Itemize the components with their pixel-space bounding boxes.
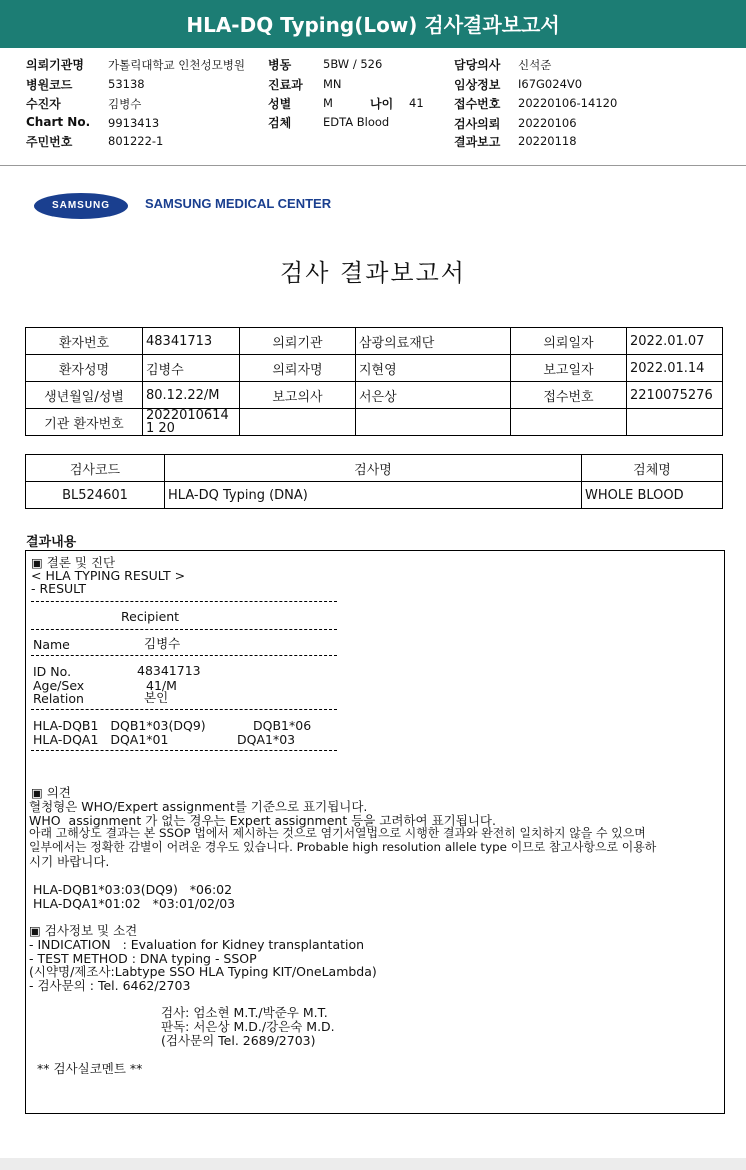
result-line: ** 검사실코멘트 **	[37, 1061, 143, 1076]
result-line: (검사문의 Tel. 2689/2703)	[161, 1033, 316, 1048]
info-label: Chart No.	[26, 115, 91, 129]
result-line: HLA-DQA1 DQA1*01	[33, 732, 169, 747]
result-line: Name	[33, 637, 70, 652]
table-cell: 삼광의료재단	[356, 328, 511, 355]
table-row	[26, 482, 723, 509]
table-cell: 환자성명	[26, 355, 143, 382]
result-line: 시기 바랍니다.	[29, 854, 110, 869]
dashed-divider	[31, 629, 337, 630]
table-row	[26, 355, 723, 382]
table-cell: 2022.01.07	[627, 328, 723, 355]
table-cell: 기관 환자번호	[26, 409, 143, 436]
result-line: DQA1*03	[237, 732, 296, 747]
result-line: HLA-DQB1*03:03(DQ9) *06:02	[33, 882, 233, 897]
info-value: 5BW / 526	[323, 57, 383, 71]
table-cell: 김병수	[143, 355, 240, 382]
result-line: - TEST METHOD : DNA typing - SSOP	[29, 951, 257, 966]
table-cell: 보고일자	[511, 355, 627, 382]
result-line: ID No.	[33, 664, 72, 679]
table-cell	[356, 409, 511, 436]
result-content-box	[25, 550, 725, 1114]
result-line: - INDICATION : Evaluation for Kidney transplantation	[29, 937, 365, 952]
info-value: MN	[323, 77, 342, 91]
result-line: 본인	[144, 690, 169, 705]
table-cell: HLA-DQ Typing (DNA)	[165, 482, 582, 509]
report-document	[0, 167, 746, 1157]
info-label: 병원코드	[26, 78, 73, 92]
result-line: 판독: 서은상 M.D./강은숙 M.D.	[161, 1019, 335, 1034]
table-cell: 2022.01.14	[627, 355, 723, 382]
info-value: 신석준	[518, 58, 552, 72]
result-line: Age/Sex	[33, 678, 85, 693]
document-title: 검사 결과보고서	[280, 259, 466, 287]
info-label: 주민번호	[26, 135, 73, 149]
table-row	[26, 382, 723, 409]
result-line: ▣ 의견	[31, 785, 71, 800]
info-value: 가톨릭대학교 인천성모병원	[108, 58, 245, 72]
result-line: HLA-DQA1*01:02 *03:01/02/03	[33, 896, 236, 911]
table-cell: 80.12.22/M	[143, 382, 240, 409]
request-info-panel	[0, 48, 746, 166]
table-cell	[240, 409, 356, 436]
result-line: 혈청형은 WHO/Expert assignment를 기준으로 표기됩니다.	[29, 799, 368, 814]
table-cell: 생년월일/성별	[26, 382, 143, 409]
table-cell: 2210075276	[627, 382, 723, 409]
table-header-row	[26, 455, 723, 482]
info-label: 임상정보	[454, 78, 501, 92]
info-value: 801222-1	[108, 134, 164, 148]
bottom-bar	[0, 1158, 746, 1170]
result-line: HLA-DQB1 DQB1*03(DQ9)	[33, 718, 206, 733]
dashed-divider	[31, 709, 337, 710]
info-label: 검체	[268, 116, 292, 130]
table-cell: WHOLE BLOOD	[582, 482, 723, 509]
dashed-divider	[31, 655, 337, 656]
result-line: < HLA TYPING RESULT >	[31, 568, 186, 583]
result-line: - 검사문의 : Tel. 6462/2703	[29, 978, 191, 993]
result-line: - RESULT	[31, 581, 87, 596]
result-line: 41/M	[146, 678, 177, 693]
info-value: 41	[409, 96, 424, 110]
info-label: 담당의사	[454, 58, 501, 72]
table-cell: 의뢰자명	[240, 355, 356, 382]
info-value: 김병수	[108, 97, 142, 111]
table-cell	[627, 409, 723, 436]
info-label: 의뢰기관명	[26, 58, 84, 72]
table-cell: 서은상	[356, 382, 511, 409]
info-value: EDTA Blood	[323, 115, 390, 129]
info-value: 9913413	[108, 116, 160, 130]
patient-info-table	[25, 327, 723, 436]
result-line: 일부에서는 정확한 감별이 어려운 경우도 있습니다. Probable high resolution allele type 이므로 참고사항으로 이용하	[29, 840, 657, 854]
info-label: 성별	[268, 97, 292, 111]
info-label: 나이	[370, 97, 394, 111]
table-cell: 의뢰기관	[240, 328, 356, 355]
result-line: Relation	[33, 691, 84, 706]
info-value: 20220118	[518, 134, 577, 148]
table-cell: 48341713	[143, 328, 240, 355]
info-label: 진료과	[268, 78, 303, 92]
table-header-cell: 검사코드	[26, 455, 165, 482]
table-cell	[511, 409, 627, 436]
result-line: 김병수	[144, 636, 181, 651]
table-cell: 20220106141 20	[143, 409, 240, 436]
table-cell: 지현영	[356, 355, 511, 382]
table-cell: BL524601	[26, 482, 165, 509]
result-line: WHO assignment 가 없는 경우는 Expert assignment 등을 고려하여 표기됩니다.	[29, 813, 496, 828]
table-cell: 의뢰일자	[511, 328, 627, 355]
info-label: 결과보고	[454, 135, 501, 149]
table-header-cell: 검사명	[165, 455, 582, 482]
logo-badge-text: SAMSUNG	[51, 200, 111, 211]
table-cell: 접수번호	[511, 382, 627, 409]
table-row	[26, 328, 723, 355]
info-value: 53138	[108, 77, 145, 91]
result-line: (시약명/제조사:Labtype SSO HLA Typing KIT/OneLambda)	[29, 964, 377, 979]
result-line: Recipient	[121, 609, 180, 624]
samsung-logo	[34, 193, 128, 219]
info-value: 20220106	[518, 116, 577, 130]
info-value: M	[323, 96, 333, 110]
result-line: ▣ 결론 및 진단	[31, 555, 116, 570]
info-value: I67G024V0	[518, 77, 583, 91]
info-value: 20220106-14120	[518, 96, 618, 110]
table-cell: 보고의사	[240, 382, 356, 409]
result-line: ▣ 검사정보 및 소견	[29, 923, 138, 938]
table-cell: 환자번호	[26, 328, 143, 355]
info-label: 수진자	[26, 97, 61, 111]
report-title: HLA-DQ Typing(Low) 검사결과보고서	[186, 13, 560, 37]
info-label: 검사의뢰	[454, 117, 501, 131]
report-header	[0, 0, 746, 49]
result-line: 검사: 엄소현 M.T./박준우 M.T.	[161, 1005, 328, 1020]
test-info-table	[25, 454, 723, 509]
table-header-cell: 검체명	[582, 455, 723, 482]
dashed-divider	[31, 750, 337, 751]
info-label: 접수번호	[454, 97, 501, 111]
dashed-divider	[31, 601, 337, 602]
result-section-title: 결과내용	[26, 535, 77, 550]
table-row	[26, 409, 723, 436]
info-label: 병동	[268, 58, 292, 72]
hospital-name: SAMSUNG MEDICAL CENTER	[145, 196, 332, 211]
result-line: 48341713	[137, 663, 201, 678]
result-line: DQB1*06	[253, 718, 312, 733]
result-line: 아래 고해상도 결과는 본 SSOP 법에서 제시하는 것으로 염기서열법으로 시행한 결과와 완전히 일치하지 않을 수 있으며	[29, 826, 646, 840]
